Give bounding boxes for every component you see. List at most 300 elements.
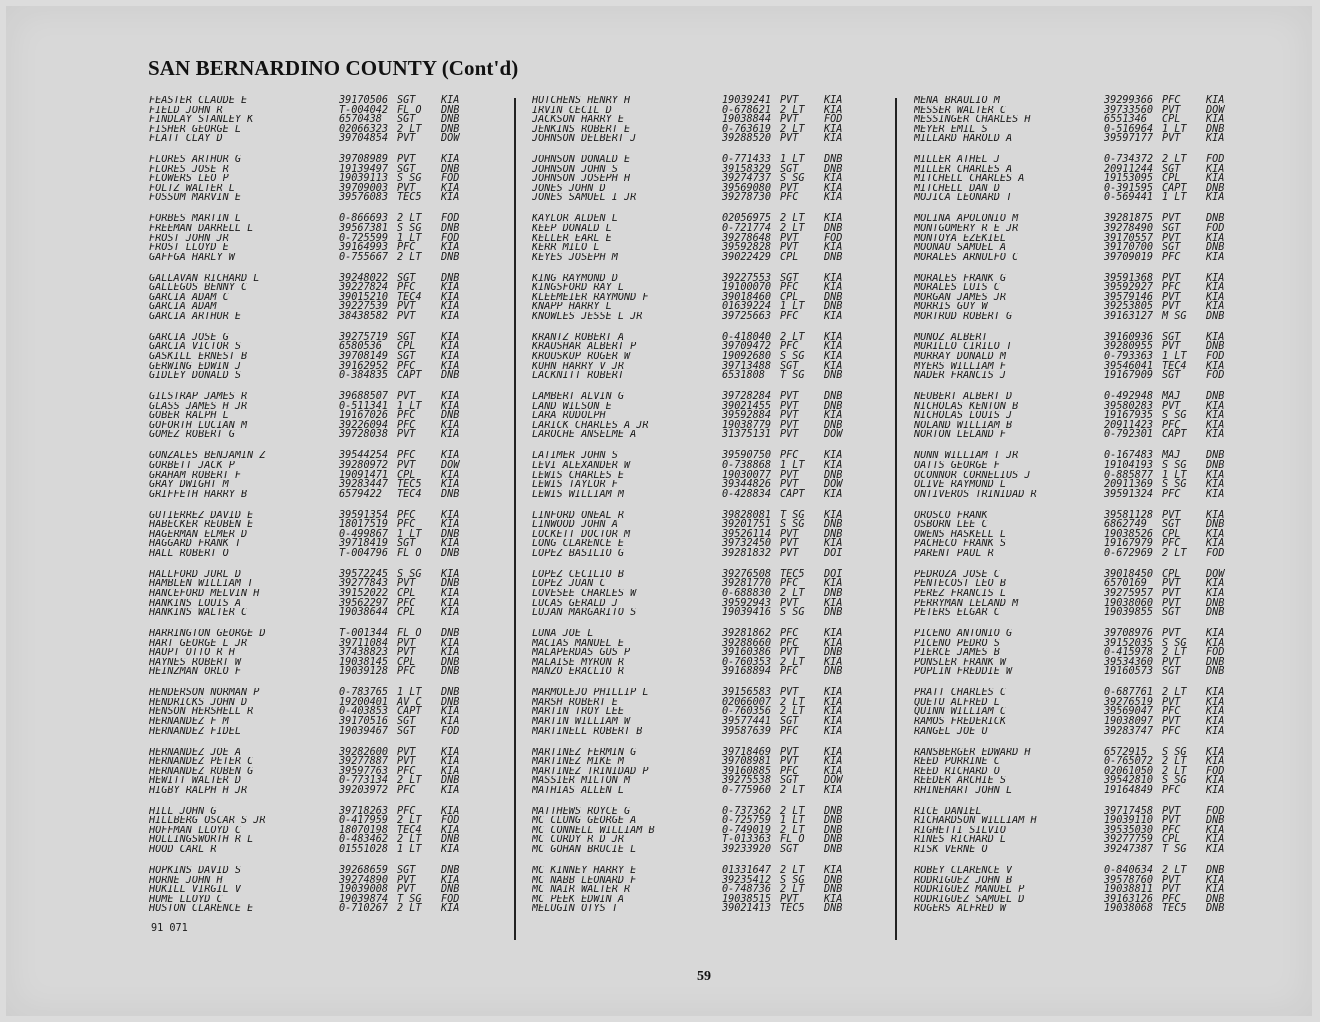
rank: PVT — [1162, 815, 1181, 827]
rank: PVT — [1162, 301, 1181, 313]
soldier-name: JOHNSON JOSEPH H — [532, 174, 631, 184]
serial-number: 39162952 — [339, 360, 389, 372]
soldier-name: LARA RUDOLPH — [532, 411, 606, 421]
soldier-name: GARCIA JOSE G — [149, 332, 229, 343]
roster-row — [532, 234, 864, 244]
status-code: KIA — [1206, 756, 1225, 768]
roster-group — [914, 333, 1246, 381]
roster-row — [914, 648, 1246, 658]
serial-number: 19104193 — [1104, 459, 1154, 471]
roster-row — [532, 134, 864, 144]
status-code: KIA — [441, 291, 460, 303]
soldier-name: FORBES MARTIN L — [149, 214, 242, 225]
rank: PVT — [1162, 578, 1181, 590]
soldier-name: RODRIGUEZ SAMUEL D — [914, 894, 1025, 905]
serial-number: 39288520 — [722, 133, 772, 145]
soldier-name: LARICK CHARLES A JR — [532, 420, 649, 431]
soldier-name: NOLAND WILLIAM B — [914, 420, 1013, 431]
soldier-name: OATTS GEORGE F — [914, 460, 1000, 471]
rank: 2 LT — [780, 123, 805, 135]
status-code: KIA — [441, 192, 460, 204]
status-code: DNB — [441, 775, 460, 787]
serial-number: 39015210 — [339, 291, 389, 303]
soldier-name: MORTRUD ROBERT G — [914, 311, 1013, 322]
roster-row — [532, 165, 864, 175]
soldier-name: MESSER WALTER C — [914, 105, 1007, 116]
soldier-name: GONZALES BENJAMIN Z — [149, 451, 266, 461]
roster-row — [914, 688, 1246, 698]
roster-row — [532, 876, 864, 886]
soldier-name: HABECKER REUBEN E — [149, 520, 254, 530]
roster-row — [532, 688, 864, 698]
rank: PVT — [1162, 232, 1181, 244]
serial-number: 19039110 — [1104, 815, 1154, 827]
rank: PFC — [397, 519, 416, 531]
status-code: KIA — [824, 746, 843, 758]
status-code: KIA — [1206, 469, 1225, 481]
rank: 2 LT — [780, 696, 805, 708]
status-code: FOD — [824, 232, 843, 244]
serial-number: 39253805 — [1104, 301, 1154, 313]
status-code: KIA — [1206, 410, 1225, 422]
status-code: KIA — [441, 746, 460, 758]
serial-number: 02061050 — [1104, 765, 1154, 777]
serial-number: 19038097 — [1104, 715, 1154, 727]
roster-row — [149, 224, 481, 234]
rank: PVT — [1162, 597, 1181, 609]
serial-number: 39732450 — [722, 538, 772, 550]
roster-row — [149, 302, 481, 312]
serial-number: 19038779 — [722, 419, 772, 431]
roster-row — [914, 530, 1246, 540]
rank: CPL — [397, 587, 416, 599]
serial-number: 20911423 — [1104, 419, 1154, 431]
serial-number: 19038811 — [1104, 884, 1154, 896]
serial-number: 19039416 — [722, 607, 772, 619]
soldier-name: RIGHETTI SILVIO — [914, 825, 1007, 836]
serial-number: 39022429 — [722, 251, 772, 263]
serial-number: 20911244 — [1104, 163, 1154, 175]
soldier-name: ROGERS ALFRED W — [914, 904, 1007, 914]
soldier-name: ROBEY CLARENCE V — [914, 866, 1013, 876]
rank: PFC — [397, 784, 416, 796]
status-code: DNB — [441, 656, 460, 668]
status-code: KIA — [1206, 232, 1225, 244]
soldier-name: LAMBERT ALVIN G — [532, 392, 625, 402]
roster-row — [149, 835, 481, 845]
serial-number: 6572915 — [1104, 746, 1147, 758]
roster-row — [149, 490, 481, 500]
roster-group — [914, 807, 1246, 855]
soldier-name: RICE DANIEL — [914, 806, 982, 817]
status-code: KIA — [1206, 687, 1225, 699]
soldier-name: MONTOYA EZEKIEL — [914, 233, 1007, 244]
soldier-name: LUCAS GERALD J — [532, 598, 618, 609]
status-code: DNB — [824, 469, 843, 481]
status-code: DNB — [1206, 182, 1225, 194]
serial-number: 39268659 — [339, 865, 389, 877]
rank: PFC — [397, 597, 416, 609]
roster-row — [914, 96, 1246, 106]
serial-number: 39276519 — [1104, 696, 1154, 708]
status-code: KIA — [1206, 114, 1225, 126]
rank: CPL — [780, 251, 799, 263]
rank: SGT — [397, 272, 416, 284]
serial-number: 39021413 — [722, 903, 772, 915]
status-code: DNB — [441, 370, 460, 382]
rank: TEC5 — [780, 903, 805, 915]
roster-group — [914, 748, 1246, 796]
roster-row — [914, 274, 1246, 284]
roster-row — [914, 165, 1246, 175]
soldier-name: HEINZMAN ORLO F — [149, 667, 242, 677]
roster-group — [149, 511, 481, 559]
rank: SGT — [397, 114, 416, 126]
soldier-name: HUKILL VIRGIL V — [149, 885, 242, 895]
status-code: KIA — [824, 687, 843, 699]
rank: SGT — [780, 844, 799, 855]
rank: PFC — [1162, 706, 1181, 718]
rank: SGT — [397, 351, 416, 363]
soldier-name: FLOWERS LEO P — [149, 174, 229, 184]
serial-number: 19038644 — [339, 607, 389, 619]
rank: PVT — [780, 419, 799, 431]
serial-number: 6580536 — [339, 341, 382, 353]
rank: PFC — [1162, 488, 1181, 500]
soldier-name: LONG CLARENCE E — [532, 539, 625, 549]
roster-row — [532, 807, 864, 817]
roster-row — [532, 520, 864, 530]
roster-row — [532, 115, 864, 125]
rank: PVT — [1162, 291, 1181, 303]
soldier-name: MURILLO CIRILO T — [914, 342, 1013, 353]
soldier-name: HOPKINS DAVID S — [149, 866, 242, 876]
rank: SGT — [397, 865, 416, 877]
soldier-name: LACKNITT ROBERT — [532, 371, 625, 381]
soldier-name: MEYER EMIL S — [914, 124, 988, 135]
roster-row — [149, 283, 481, 293]
roster-row — [532, 253, 864, 263]
status-code: DNB — [441, 884, 460, 896]
roster-row — [914, 402, 1246, 412]
soldier-name: MC NAIR WALTER R — [532, 885, 631, 895]
serial-number: 39152035 — [1104, 637, 1154, 649]
roster-row — [532, 767, 864, 777]
rank: S SG — [1162, 775, 1187, 787]
roster-row — [914, 184, 1246, 194]
rank: MAJ — [1162, 391, 1181, 403]
soldier-name: OLIVE RAYMOND L — [914, 480, 1007, 490]
serial-number: 39592943 — [722, 597, 772, 609]
soldier-name: MATHIAS ALLEN L — [532, 785, 625, 796]
status-code: KIA — [1206, 715, 1225, 727]
status-code: DNB — [824, 419, 843, 431]
rank: TEC4 — [397, 824, 422, 836]
serial-number: 39170506 — [339, 95, 389, 106]
soldier-name: MC CURDY R D JR — [532, 835, 625, 845]
soldier-name: OCONNOR CORNELIUS J — [914, 470, 1031, 481]
soldier-name: MC PEEK EDWIN A — [532, 894, 625, 905]
rank: S SG — [1162, 479, 1187, 491]
rank: PFC — [780, 637, 799, 649]
status-code: DNB — [824, 666, 843, 678]
serial-number: 18070198 — [339, 824, 389, 836]
roster-group — [532, 274, 864, 322]
roster-row — [914, 826, 1246, 836]
rank: 2 LT — [780, 706, 805, 718]
roster-column-1 — [149, 96, 481, 925]
roster-group — [149, 333, 481, 381]
rank: PVT — [780, 95, 799, 106]
status-code: DNB — [824, 223, 843, 235]
rank: CAPT — [397, 370, 422, 382]
serial-number: 39278648 — [722, 232, 772, 244]
serial-number: 39277843 — [339, 578, 389, 590]
roster-row — [914, 667, 1246, 677]
soldier-name: RISK VERNE O — [914, 845, 988, 855]
soldier-name: MC CONNELL WILLIAM B — [532, 825, 655, 836]
rank: TEC4 — [1162, 360, 1187, 372]
roster-group — [149, 866, 481, 914]
status-code: KIA — [441, 154, 460, 166]
serial-number: 39281875 — [1104, 213, 1154, 225]
rank: PFC — [780, 450, 799, 462]
rank: 2 LT — [397, 903, 422, 915]
status-code: KIA — [441, 450, 460, 462]
roster-row — [532, 826, 864, 836]
rank: PVT — [780, 647, 799, 659]
soldier-name: IRVIN CECIL D — [532, 105, 612, 116]
soldier-name: GARCIA ADAM C — [149, 292, 229, 303]
status-code: DNB — [1206, 656, 1225, 668]
roster-row — [914, 807, 1246, 817]
roster-row — [149, 667, 481, 677]
rank: S SG — [780, 173, 805, 185]
soldier-name: HERNANDEZ RUBEN G — [149, 766, 254, 777]
status-code: DNB — [824, 834, 843, 846]
serial-number: 0-749019 — [722, 824, 772, 836]
status-code: KIA — [824, 725, 843, 737]
serial-number: 39708981 — [722, 756, 772, 768]
roster-row — [532, 293, 864, 303]
status-code: KIA — [1206, 775, 1225, 787]
rank: PVT — [780, 479, 799, 491]
soldier-name: MALAISE MYRON R — [532, 657, 625, 668]
status-code: DNB — [824, 391, 843, 403]
status-code: KIA — [824, 272, 843, 284]
rank: FL O — [397, 628, 422, 640]
status-code: KIA — [1206, 637, 1225, 649]
status-code: DNB — [824, 301, 843, 313]
soldier-name: FLORES ARTHUR G — [149, 155, 242, 165]
status-code: DNB — [1206, 310, 1225, 322]
status-code: KIA — [824, 459, 843, 471]
rank: PVT — [397, 746, 416, 758]
roster-group — [914, 511, 1246, 559]
status-code: DOW — [441, 133, 460, 145]
soldier-name: LAROCHE ANSELME A — [532, 430, 637, 440]
soldier-name: KEYES JOSEPH M — [532, 252, 618, 263]
status-code: KIA — [1206, 587, 1225, 599]
status-code: KIA — [441, 182, 460, 194]
status-code: KIA — [824, 656, 843, 668]
status-code: KIA — [441, 509, 460, 521]
rank: CAPT — [1162, 182, 1187, 194]
roster-row — [914, 835, 1246, 845]
soldier-name: MILLARD HAROLD A — [914, 134, 1013, 144]
roster-row — [914, 698, 1246, 708]
serial-number: 19167979 — [1104, 538, 1154, 550]
status-code: FOD — [1206, 370, 1225, 382]
status-code: KIA — [824, 893, 843, 905]
roster-row — [149, 253, 481, 263]
soldier-name: JOHNSON DONALD E — [532, 155, 631, 165]
roster-group — [532, 570, 864, 618]
soldier-name: GASKILL ERNEST B — [149, 352, 248, 362]
serial-number: 19167026 — [339, 410, 389, 422]
soldier-name: KNAPP HARRY L — [532, 302, 612, 312]
soldier-name: MORGAN JAMES JR — [914, 292, 1007, 303]
rank: 2 LT — [397, 251, 422, 263]
serial-number: 39587639 — [722, 725, 772, 737]
roster-group — [149, 451, 481, 499]
serial-number: T-004796 — [339, 547, 389, 559]
rank: 2 LT — [397, 815, 422, 827]
roster-row — [914, 727, 1246, 737]
serial-number: 0-725599 — [339, 232, 389, 244]
rank: PVT — [397, 647, 416, 659]
serial-number: 19092680 — [722, 351, 772, 363]
rank: FL O — [397, 104, 422, 116]
roster-row — [914, 511, 1246, 521]
rank: PFC — [397, 419, 416, 431]
status-code: KIA — [441, 400, 460, 412]
status-code: KIA — [824, 331, 843, 343]
roster-row — [149, 193, 481, 203]
roster-row — [914, 125, 1246, 135]
soldier-name: MOLINA APOLONIO M — [914, 214, 1019, 225]
soldier-name: GRAHAM ROBERT F — [149, 470, 242, 481]
serial-number: 0-765072 — [1104, 756, 1154, 768]
soldier-name: GALLAVAN RICHARD L — [149, 273, 260, 284]
rank: 2 LT — [1162, 647, 1187, 659]
soldier-name: LEWIS TAYLOR F — [532, 480, 618, 490]
roster-row — [532, 757, 864, 767]
serial-number: 0-384835 — [339, 370, 389, 382]
serial-number: 19100070 — [722, 282, 772, 294]
serial-number: 39170557 — [1104, 232, 1154, 244]
roster-group — [914, 274, 1246, 322]
rank: PVT — [780, 242, 799, 254]
serial-number: 19039874 — [339, 893, 389, 905]
rank: PVT — [1162, 656, 1181, 668]
serial-number: 39160386 — [722, 647, 772, 659]
soldier-name: GILSTRAP JAMES R — [149, 392, 248, 402]
roster-row — [149, 658, 481, 668]
soldier-name: HUTCHENS HENRY H — [532, 96, 631, 106]
status-code: DNB — [441, 628, 460, 640]
rank: PFC — [780, 628, 799, 640]
serial-number: 39708989 — [339, 154, 389, 166]
roster-row — [149, 767, 481, 777]
page-title: SAN BERNARDINO COUNTY (Cont'd) — [148, 56, 519, 80]
roster-row — [532, 125, 864, 135]
soldier-name: KUHN HARRY V JR — [532, 361, 625, 372]
rank: 2 LT — [1162, 154, 1187, 166]
roster-column-3 — [914, 96, 1246, 925]
serial-number: 0-569441 — [1104, 192, 1154, 204]
status-code: DNB — [1206, 213, 1225, 225]
status-code: KIA — [1206, 784, 1225, 796]
roster-row — [532, 106, 864, 116]
roster-group — [532, 511, 864, 559]
status-code: DNB — [824, 154, 843, 166]
roster-row — [914, 302, 1246, 312]
serial-number: 39534360 — [1104, 656, 1154, 668]
status-code: KIA — [441, 597, 460, 609]
soldier-name: GRAY DWIGHT M — [149, 480, 229, 490]
rank: PFC — [780, 341, 799, 353]
soldier-name: QUINN WILLIAM C — [914, 707, 1007, 717]
soldier-name: MOJICA LEONARD T — [914, 193, 1013, 203]
rank: PVT — [1162, 104, 1181, 116]
rank: 2 LT — [780, 805, 805, 817]
roster-row — [914, 767, 1246, 777]
rank: PFC — [397, 765, 416, 777]
status-code: FOD — [441, 815, 460, 827]
serial-number: 19139497 — [339, 163, 389, 175]
soldier-name: HUME LLOYD C — [149, 894, 223, 905]
status-code: KIA — [824, 104, 843, 116]
soldier-name: LOPEZ BASILIO G — [532, 548, 625, 559]
status-code: KIA — [1206, 163, 1225, 175]
serial-number: 0-885877 — [1104, 469, 1154, 481]
roster-group — [532, 451, 864, 499]
rank: SGT — [397, 715, 416, 727]
rank: CPL — [397, 341, 416, 353]
soldier-name: OSBORN LEE C — [914, 520, 988, 530]
rank: TEC5 — [780, 568, 805, 580]
soldier-name: JACKSON HARRY E — [532, 115, 625, 125]
rank: PVT — [397, 182, 416, 194]
rank: PVT — [780, 597, 799, 609]
rank: 1 LT — [397, 528, 422, 540]
soldier-name: FINDLAY STANLEY K — [149, 115, 254, 125]
rank: PVT — [780, 528, 799, 540]
soldier-name: FLATT CLAY D — [149, 134, 223, 144]
status-code: DNB — [824, 815, 843, 827]
soldier-name: HEWITT WALTER D — [149, 776, 242, 786]
rank: PFC — [1162, 824, 1181, 836]
roster-row — [532, 885, 864, 895]
roster-row — [914, 786, 1246, 796]
roster-group — [532, 333, 864, 381]
status-code: KIA — [1206, 479, 1225, 491]
serial-number: 19167909 — [1104, 370, 1154, 382]
rank: S SG — [1162, 746, 1187, 758]
serial-number: 02056975 — [722, 213, 772, 225]
serial-number: 39708149 — [339, 351, 389, 363]
rank: SGT — [780, 163, 799, 175]
rank: 2 LT — [780, 865, 805, 877]
rank: 1 LT — [1162, 469, 1187, 481]
status-code: FOD — [441, 173, 460, 185]
soldier-name: MYERS WILLIAM F — [914, 361, 1007, 372]
serial-number: 0-840634 — [1104, 865, 1154, 877]
status-code: DOW — [824, 775, 843, 787]
soldier-name: MESSINGER CHARLES H — [914, 115, 1031, 125]
status-code: KIA — [1206, 746, 1225, 758]
